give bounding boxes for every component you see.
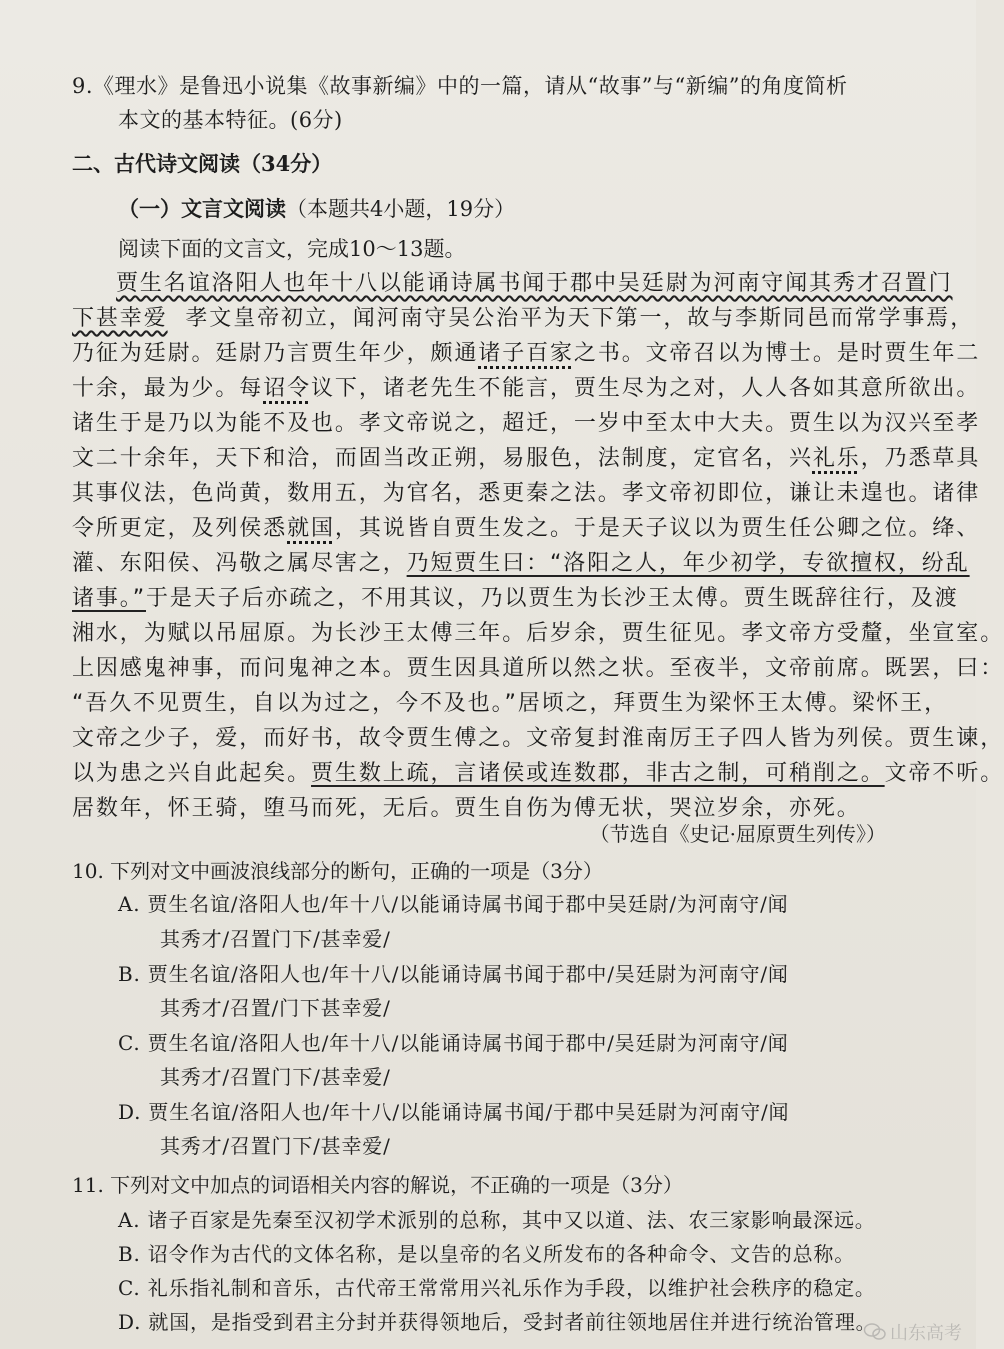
passage-line: 其事仪法，色尚黄，数用五，为官名，悉更秦之法。孝文帝初即位，谦让未遑也。诸律 [72,481,981,506]
passage-line [72,581,959,616]
q10-option-b-cont: 其秀才/召置/门下甚幸爱/ [160,996,391,1020]
passage-line: 湘水，为赋以吊屈原。为长沙王太傅三年。后岁余，贾生征见。孝文帝方受釐，坐宣室。 [72,621,1004,646]
q11-option-c: C. 礼乐指礼制和音乐，古代帝王常常用兴礼乐作为手段，以维护社会秩序的稳定。 [118,1276,876,1300]
passage-text: 孝文皇帝初立，闻河南守吴公治平为天下第一，故与李斯同邑而常学事焉， [185,306,975,331]
underlined-sentence: 贾生数上疏，言诸侯或连数郡，非古之制，可稍削之。 [311,761,885,786]
q10-option-a: A. 贾生名谊/洛阳人也/年十八/以能诵诗属书闻于郡中吴廷尉/为河南守/闻 [118,892,789,916]
q10-stem: 10. 下列对文中画波浪线部分的断句，正确的一项是（3分） [72,859,603,883]
wechat-icon [864,1323,886,1341]
q9-line2: 本文的基本特征。(6分) [118,108,343,132]
passage-text: 议下，诸老先生不能言，贾生尽为之对，人人各如其意所欲出。 [311,376,981,401]
classical-passage [72,266,1004,826]
passage-line: 居数年，怀王骑，堕马而死，无后。贾生自伤为傅无状，哭泣岁余，亦死。 [72,796,861,821]
passage-line [72,546,970,581]
passage-line [72,301,975,336]
dotted-term: 诏令 [263,376,312,401]
passage-line [72,336,981,371]
passage-text: 于是天子后亦疏之，不用其议，乃以贾生为长沙王太傅。贾生既辞往行，及渡 [146,586,959,611]
passage-line: 上因感鬼神事，而问鬼神之本。贾生因具道所以然之状。至夜半，文帝前席。既罢，曰： [72,656,1004,681]
underlined-sentence: 乃短贾生曰：“洛阳之人，年少初学，专欲擅权，纷乱 [406,551,970,576]
passage-text: 乃征为廷尉。廷尉乃言贾生年少，颇通 [72,341,479,366]
passage-text: 之书。文帝召以为博士。是时贾生年二 [573,341,981,366]
q10-option-b: B. 贾生名谊/洛阳人也/年十八/以能诵诗属书闻于郡中/吴廷尉为河南守/闻 [118,962,789,986]
wavy-underlined-text: 下甚幸爱 [72,306,168,331]
underlined-sentence: 诸事。” [72,586,146,611]
passage-text: ，乃悉草具 [860,446,981,471]
q11-option-d: D. 就国，是指受到君主分封并获得领地后，受封者前往领地居住并进行统治管理。 [118,1310,877,1334]
passage-line [72,266,953,301]
watermark [864,1319,962,1345]
passage-line [72,371,981,406]
q10-option-c: C. 贾生名谊/洛阳人也/年十八/以能诵诗属书闻于郡中/吴廷尉为河南守/闻 [118,1031,789,1055]
q10-option-d: D. 贾生名谊/洛阳人也/年十八/以能诵诗属书闻/于郡中吴廷尉为河南守/闻 [118,1100,790,1124]
dotted-term: 礼乐 [812,446,861,471]
passage-line [72,756,1004,791]
section-title: 二、古代诗文阅读（34分） [72,151,333,176]
q10-option-c-cont: 其秀才/召置门下/甚幸爱/ [160,1065,391,1089]
passage-text: 文帝不听。 [884,761,1004,786]
passage-line: “吾久不见贾生，自以为过之，今不及也。”居顷之，拜贾生为梁怀王太傅。梁怀王， [72,691,948,716]
reading-instruction: 阅读下面的文言文，完成10～13题。 [118,237,466,261]
passage-line: 诸生于是乃以为能不及也。孝文帝说之，超迁，一岁中至太中大夫。贾生以为汉兴至孝 [72,411,981,436]
dotted-term: 诸子百家 [478,341,574,366]
subsection-note: （本题共4小题，19分） [286,197,516,221]
q11-option-b: B. 诏令作为古代的文体名称，是以皇帝的名义所发布的各种命令、文告的总称。 [118,1242,856,1266]
passage-line: 文帝之少子，爱，而好书，故令贾生傅之。文帝复封淮南厉王子四人皆为列侯。贾生谏， [72,726,1004,751]
subsection-label: （一）文言文阅读 [118,196,286,221]
passage-text: 令所更定，及列侯悉 [72,516,288,541]
q10-option-a-cont: 其秀才/召置门下/甚幸爱/ [160,927,391,951]
wavy-underlined-text: 贾生名谊洛阳人也年十八以能诵诗属书闻于郡中吴廷尉为河南守闻其秀才召置门 [116,271,953,296]
q11-stem: 11. 下列对文中加点的词语相关内容的解说，不正确的一项是（3分） [72,1173,683,1197]
watermark-text: 山东高考 [890,1323,962,1344]
q9-line1: 9.《理水》是鲁迅小说集《故事新编》中的一篇，请从“故事”与“新编”的角度简析 [72,74,848,98]
passage-line [72,511,981,546]
subsection-title [118,193,958,223]
passage-text: 以为患之兴自此起矣。 [72,761,312,786]
passage-text: 十余，最为少。每 [72,376,264,401]
passage-text: ，其说皆自贾生发之。于是天子议以为贾生任公卿之位。绛、 [334,516,981,541]
passage-source: （节选自《史记·屈原贾生列传》） [589,822,886,846]
q10-option-d-cont: 其秀才/召置门下/甚幸爱/ [160,1134,391,1158]
passage-text: 灌、东阳侯、冯敬之属尽害之， [72,551,407,576]
passage-text: 文二十余年，天下和洽，而固当改正朔，易服色，法制度，定官名，兴 [72,446,813,471]
passage-line [72,441,981,476]
q11-option-a: A. 诸子百家是先秦至汉初学术派别的总称，其中又以道、法、农三家影响最深远。 [118,1208,876,1232]
dotted-term: 就国 [287,516,335,541]
